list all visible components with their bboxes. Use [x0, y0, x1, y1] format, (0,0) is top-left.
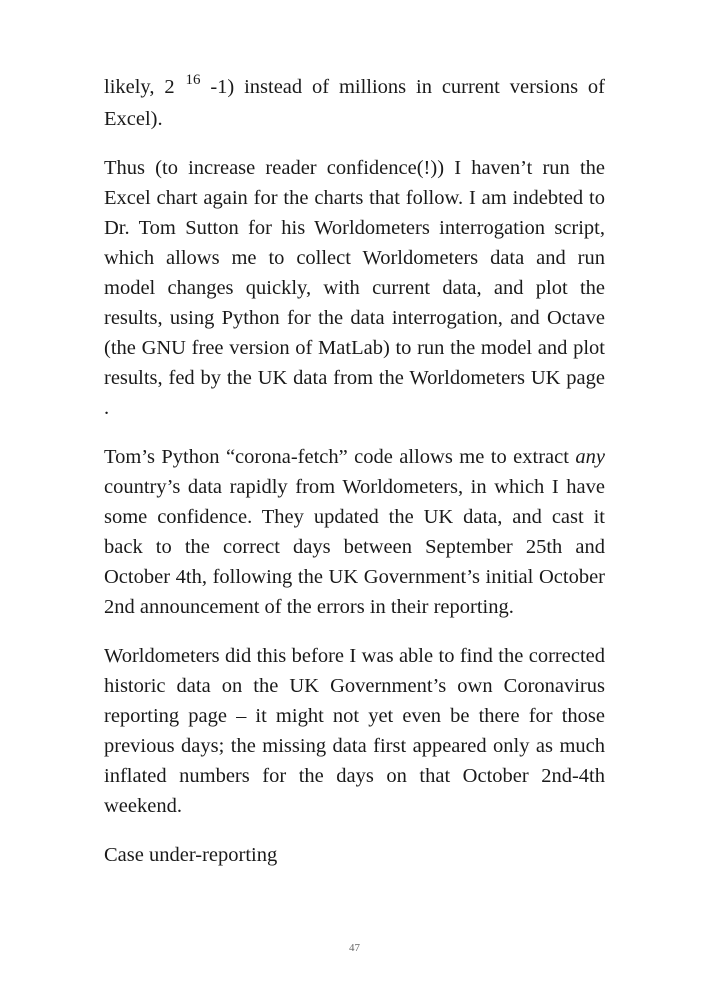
- emphasis-any: any: [575, 446, 605, 468]
- paragraph-text: Tom’s Python “corona-fetch” code allows me to extract: [104, 446, 576, 468]
- paragraph-text: likely, 2: [104, 76, 185, 98]
- paragraph-worldometers-update: Worldometers did this before I was able to find the corrected historic data on the UK Government’s own Coronavirus reporting page – it might not yet even be there for those previous days; the missing data first appeared only as much inflated numbers for the days on that October 2nd-4th weekend.: [104, 645, 605, 817]
- paragraph-text: country’s data rapidly from Worldometers, in which I have some confidence. They updated the UK data, and cast it back to the correct days between September 25th and October 4th, following the UK Government’s initial October 2nd announcement of the errors in their reporting.: [104, 476, 605, 618]
- page-body: [104, 72, 605, 870]
- page-number: 47: [349, 942, 360, 954]
- paragraph-corona-fetch: [104, 442, 605, 622]
- paragraph-tom-sutton: Thus (to increase reader confidence(!)) I haven’t run the Excel chart again for the charts that follow. I am indebted to Dr. Tom Sutton for his Worldometers interrogation script, which allows me to collect Worldometers data and run model changes quickly, with current data, and plot the results, using Python for the data interrogation, and Octave (the GNU free version of MatLab) to run the model and plot results, fed by the UK data from the Worldometers UK page .: [104, 157, 605, 419]
- paragraph-excel-limit: [104, 72, 605, 134]
- section-heading: Case under-reporting: [104, 844, 278, 866]
- paragraph-text: -1) instead of millions in current versions of Excel).: [104, 76, 605, 130]
- superscript-exponent: 16: [185, 72, 201, 88]
